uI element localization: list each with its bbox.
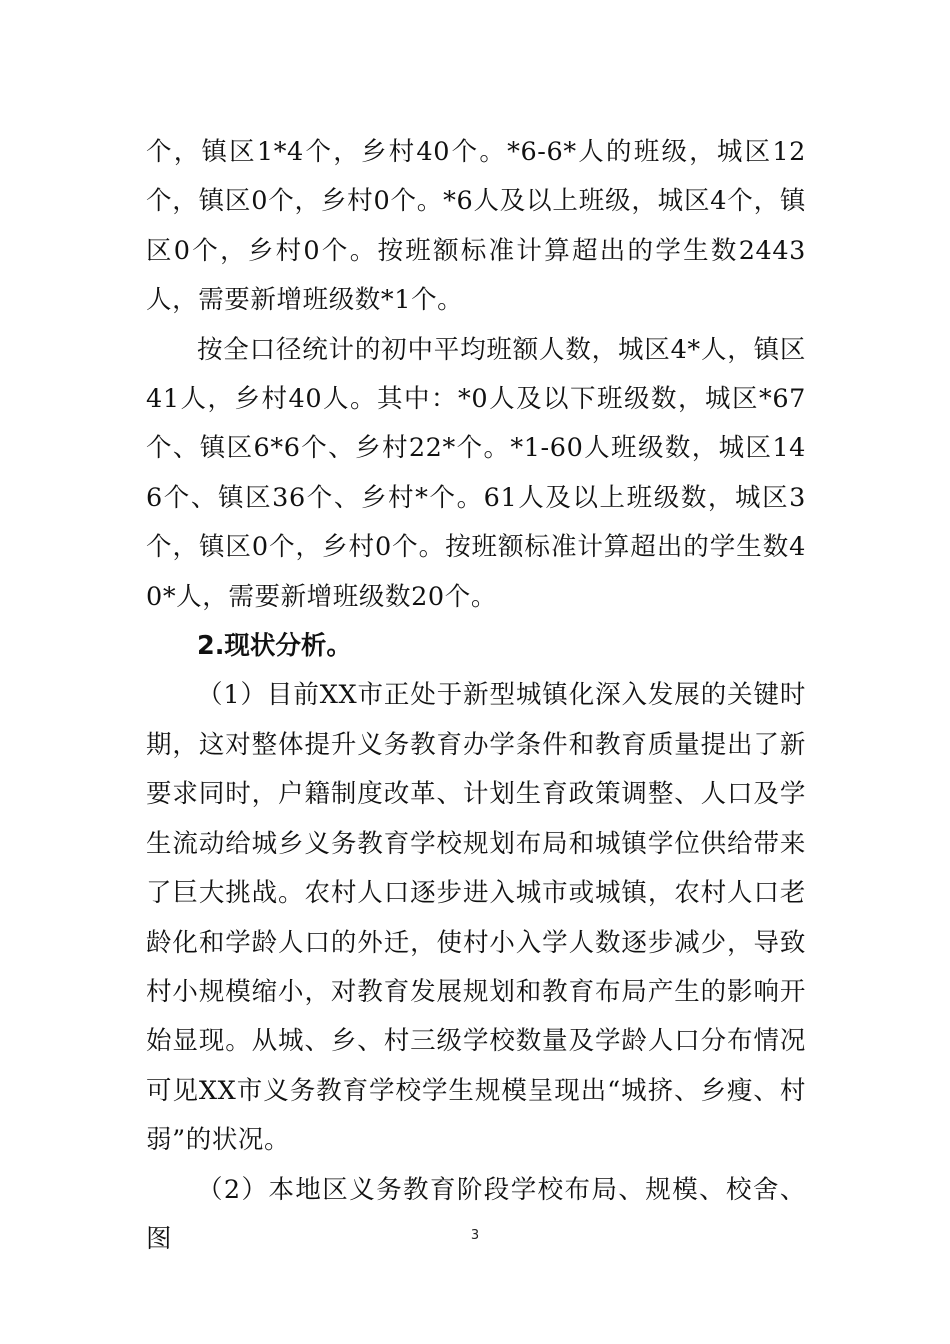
paragraph-class-counts-continued: 个，镇区1*4个，乡村40个。*6-6*人的班级，城区12个，镇区0个，乡村0个。*6人及以上班级，城区4个，镇区0个，乡村0个。按班额标准计算超出的学生数2443人，需要新增班级数*1个。 (146, 137, 806, 316)
paragraph-analysis-2: （2）本地区义务教育阶段学校布局、规模、校舍、图 (146, 1174, 806, 1254)
paragraph-analysis-1: （1）目前XX市正处于新型城镇化深入发展的关键时期，这对整体提升义务教育办学条件和教育质量提出了新要求同时，户籍制度改革、计划生育政策调整、人口及学生流动给城乡义务教育学校规划布局和城镇学位供给带来了巨大挑战。农村人口逐步进入城市或城镇，农村人口老龄化和学龄人口的外迁，使村小入学人数逐步减少，导致村小规模缩小，对教育发展规划和教育布局产生的影响开始显现。从城、乡、村三级学校数量及学龄人口分布情况可见XX市义务教育学校学生规模呈现出“城挤、乡瘦、村弱”的状况。 (146, 680, 806, 1156)
paragraph-junior-high-class-size: 按全口径统计的初中平均班额人数，城区4*人，镇区41人，乡村40人。其中：*0人及以下班级数，城区*67个、镇区6*6个、乡村22*个。*1-60人班级数，城区146个、镇区36个、乡村*个。61人及以上班级数，城区3个，镇区0个，乡村0个。按班额标准计算超出的学生数40*人，需要新增班级数20个。 (146, 334, 806, 612)
document-body (146, 128, 806, 1264)
section-heading-status-analysis: 2.现状分析。 (197, 631, 352, 662)
page-number: 3 (470, 1228, 480, 1243)
